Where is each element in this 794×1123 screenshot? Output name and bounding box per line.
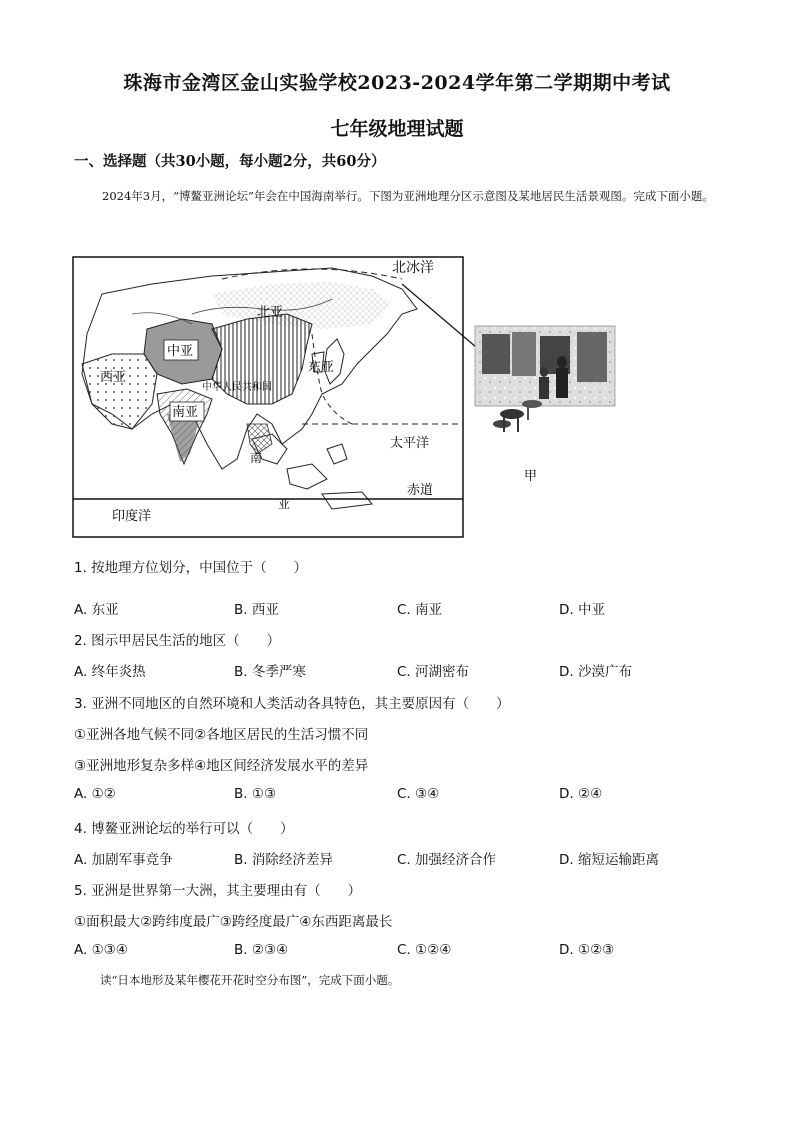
- label-south-asia: 南亚: [172, 405, 199, 420]
- label-arctic-ocean: 北冰洋: [392, 260, 434, 276]
- option-a[interactable]: A. ①③④: [74, 942, 128, 958]
- label-central-asia: 中亚: [167, 344, 194, 359]
- statement-line: ①亚洲各地气候不同②各地区居民的生活习惯不同: [74, 727, 369, 743]
- label-west-asia: 西亚: [100, 370, 127, 385]
- option-c[interactable]: C. ③④: [397, 786, 440, 802]
- option-a[interactable]: A. 加剧军事竞争: [74, 852, 173, 868]
- statement-line: ③亚洲地形复杂多样④地区间经济发展水平的差异: [74, 758, 369, 774]
- next-section-intro: 读“日本地形及某年樱花开花时空分布图”，完成下面小题。: [100, 973, 400, 987]
- option-d[interactable]: D. 缩短运输距离: [559, 852, 659, 868]
- option-a[interactable]: A. 东亚: [74, 602, 119, 618]
- section-heading: 一、选择题（共30小题，每小题2分，共60分）: [74, 153, 386, 170]
- asia-map-figure: [72, 254, 632, 544]
- photo-label: 甲: [524, 469, 538, 484]
- option-a[interactable]: A. 终年炎热: [74, 664, 146, 680]
- label-equator: 赤道: [407, 483, 434, 498]
- label-southeast-asia-2: 亚: [278, 497, 291, 511]
- intro-paragraph: 2024年3月，“博鳌亚洲论坛”年会在中国海南举行。下图为亚洲地理分区示意图及某地居民生活景观图。完成下面小题。: [102, 189, 714, 203]
- option-b[interactable]: B. 消除经济差异: [234, 852, 333, 868]
- question-stem: 4. 博鳌亚洲论坛的举行可以（ ）: [74, 821, 294, 837]
- label-indian-ocean: 印度洋: [112, 509, 152, 524]
- exam-subtitle: 七年级地理试题: [330, 118, 464, 140]
- question-stem: 5. 亚洲是世界第一大洲，其主要理由有（ ）: [74, 883, 362, 899]
- option-b[interactable]: B. 西亚: [234, 602, 279, 618]
- question-stem: 3. 亚洲不同地区的自然环境和人类活动各具特色，其主要原因有（ ）: [74, 696, 510, 712]
- label-east-asia: 东亚: [308, 360, 335, 375]
- exam-title: 珠海市金湾区金山实验学校2023-2024学年第二学期期中考试: [123, 72, 671, 94]
- question-stem: 2. 图示甲居民生活的地区（ ）: [74, 633, 281, 649]
- option-d[interactable]: D. 中亚: [559, 602, 605, 618]
- label-north-asia: 北亚: [257, 305, 284, 320]
- label-pacific-ocean: 太平洋: [390, 436, 430, 451]
- statement-line: ①面积最大②跨纬度最广③跨经度最广④东西距离最长: [74, 914, 393, 930]
- option-c[interactable]: C. 南亚: [397, 602, 443, 618]
- option-c[interactable]: C. 河湖密布: [397, 664, 470, 680]
- option-b[interactable]: B. 冬季严寒: [234, 664, 306, 680]
- option-b[interactable]: B. ①③: [234, 786, 277, 802]
- option-b[interactable]: B. ②③④: [234, 942, 289, 958]
- residents-photo: [475, 326, 615, 496]
- option-d[interactable]: D. 沙漠广布: [559, 664, 632, 680]
- label-southeast-asia: 南: [250, 451, 263, 465]
- option-a[interactable]: A. ①②: [74, 786, 116, 802]
- option-d[interactable]: D. ②④: [559, 786, 603, 802]
- option-c[interactable]: C. 加强经济合作: [397, 852, 497, 868]
- option-d[interactable]: D. ①②③: [559, 942, 615, 958]
- question-stem: 1. 按地理方位划分，中国位于（ ）: [74, 560, 308, 576]
- label-china: 中华人民共和国: [202, 382, 272, 393]
- option-c[interactable]: C. ①②④: [397, 942, 452, 958]
